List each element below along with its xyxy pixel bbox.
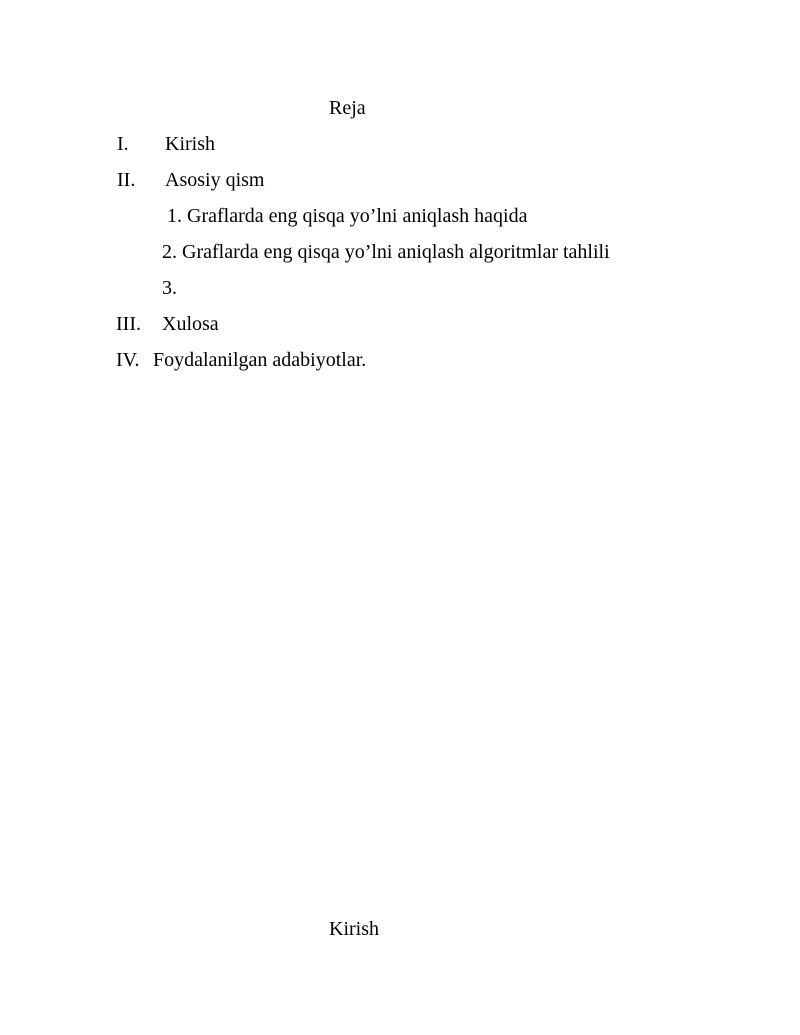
- plan-subitem-3: 3.: [162, 277, 177, 299]
- plan-item-3-label: Xulosa: [162, 313, 219, 335]
- plan-item-1-numeral: I.: [117, 133, 129, 155]
- section-title: Kirish: [329, 918, 379, 940]
- plan-item-3-numeral: III.: [116, 313, 141, 335]
- plan-item-2-numeral: II.: [117, 169, 136, 191]
- plan-item-2-label: Asosiy qism: [165, 169, 265, 191]
- plan-title: Reja: [329, 97, 366, 119]
- plan-subitem-2: 2. Graflarda eng qisqa yo’lni aniqlash algoritmlar tahlili: [162, 241, 610, 263]
- plan-item-4-numeral: IV.: [116, 349, 140, 371]
- plan-subitem-1: 1. Graflarda eng qisqa yo’lni aniqlash haqida: [167, 205, 528, 227]
- plan-item-1-label: Kirish: [165, 133, 215, 155]
- plan-item-4-label: Foydalanilgan adabiyotlar.: [153, 349, 367, 371]
